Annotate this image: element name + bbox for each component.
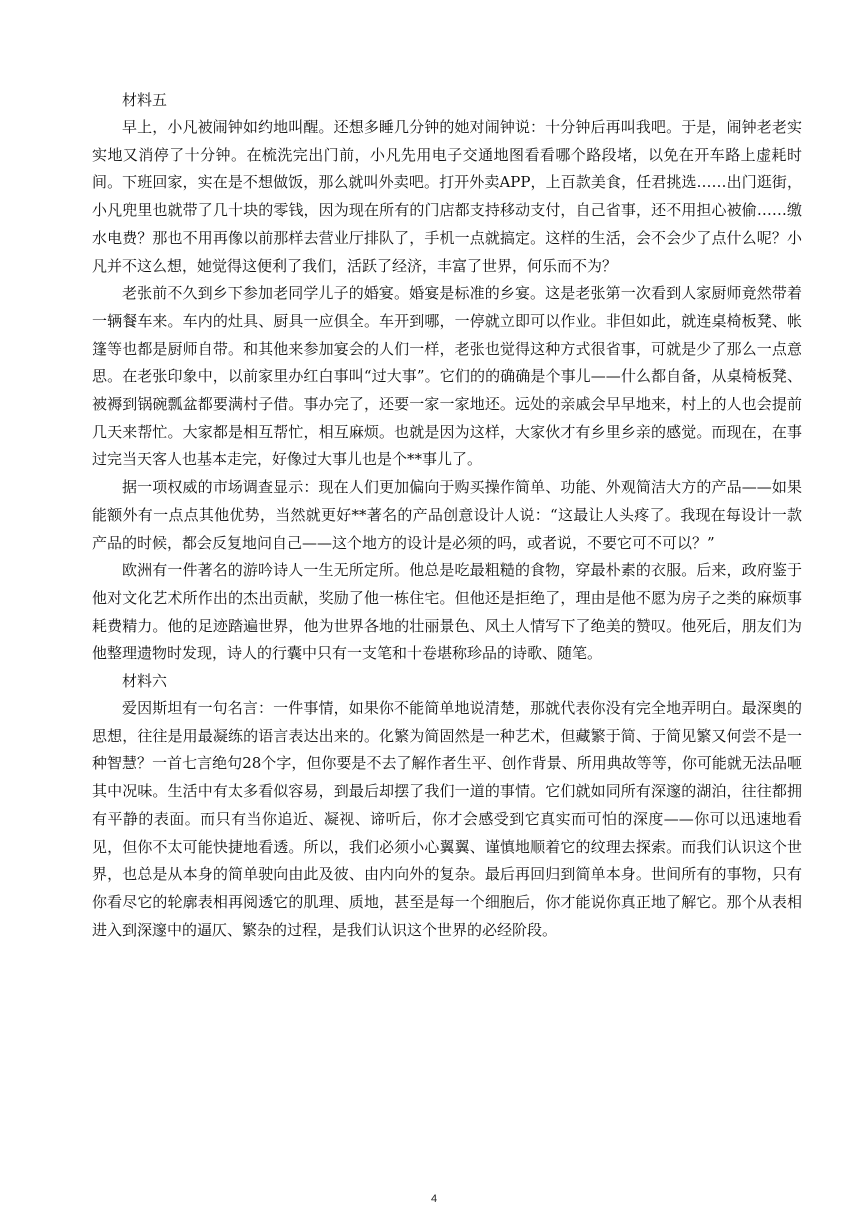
section-heading-6: 材料六	[122, 672, 168, 691]
page-number: 4	[430, 1193, 438, 1205]
paragraph: 爱因斯坦有一句名言：一件事情，如果你不能简单地说清楚，那就代表你没有完全地弄明白。最深奥的思想，往往是用最凝练的语言表达出来的。化繁为简固然是一种艺术，但藏繁于简、于简见繁又何尝不是一种智慧？一首七言绝句28个字，但你要是不去了解作者生平、创作背景、所用典故等等，你可能就无法品咂其中况味。生活中有太多看似容易，到最后却摆了我们一道的事情。它们就如同所有深邃的湖泊，往往都拥有平静的表面。而只有当你追近、凝视、谛听后，你才会感受到它真实而可怕的深度——你可以迅速地看见，但你不太可能快捷地看透。所以，我们必须小心翼翼、谨慎地顺着它的纹理去探索。而我们认识这个世界，也总是从本身的简单驶向由此及彼、由内向外的复杂。最后再回归到简单本身。世间所有的事物，只有你看尽它的轮廓表相再阅透它的肌理、质地，甚至是每一个细胞后，你才能说你真正地了解它。那个从表相进入到深邃中的逼仄、繁杂的过程，是我们认识这个世界的必经阶段。	[92, 699, 802, 939]
paragraph: 欧洲有一件著名的游吟诗人一生无所定所。他总是吃最粗糙的食物，穿最朴素的衣服。后来，政府鉴于他对文化艺术所作出的杰出贡献，奖励了他一栋住宅。但他还是拒绝了，理由是他不愿为房子之类的麻烦事耗费精力。他的足迹踏遍世界，他为世界各地的壮丽景色、风土人情写下了绝美的赞叹。他死后，朋友们为他整理遗物时发现，诗人的行囊中只有一支笔和十卷堪称珍品的诗歌、随笔。	[92, 561, 802, 663]
paragraph: 据一项权威的市场调查显示：现在人们更加偏向于购买操作简单、功能、外观简洁大方的产品——如果能额外有一点点其他优势，当然就更好**著名的产品创意设计人说：“这最让人头疼了。我现在每设计一款产品的时候，都会反复地问自己——这个地方的设计是必须的吗，或者说，不要它可不可以？”	[92, 478, 802, 552]
section-heading-5: 材料五	[122, 91, 168, 109]
paragraph: 早上，小凡被闹钟如约地叫醒。还想多睡几分钟的她对闹钟说：十分钟后再叫我吧。于是，闹钟老老实实地又消停了十分钟。在梳洗完出门前，小凡先用电子交通地图看看哪个路段堵，以免在开车路上虚耗时间。下班回家，实在是不想做饭，那么就叫外卖吧。打开外卖APP，上百款美食，任君挑选……出门逛街，小凡兜里也就带了几十块的零钱，因为现在所有的门店都支持移动支付，自己省事，还不用担心被偷……缴水电费？那也不用再像以前那样去营业厅排队了，手机一点就搞定。这样的生活，会不会少了点什么呢？小凡并不这么想，她觉得这便利了我们，活跃了经济，丰富了世界，何乐而不为？	[92, 118, 802, 275]
document-body	[92, 87, 802, 944]
paragraph: 老张前不久到乡下参加老同学儿子的婚宴。婚宴是标准的乡宴。这是老张第一次看到人家厨师竟然带着一辆餐车来。车内的灶具、厨具一应俱全。车开到哪，一停就立即可以作业。非但如此，就连桌椅板凳、帐篷等也都是厨师自带。和其他来参加宴会的人们一样，老张也觉得这种方式很省事，可就是少了那么一点意思。在老张印象中，以前家里办红白事叫“过大事”。它们的的确确是个事儿——什么都自备，从桌椅板凳、被褥到锅碗瓢盆都要满村子借。事办完了，还要一家一家地还。远处的亲戚会早早地来，村上的人也会提前几天来帮忙。大家都是相互帮忙，相互麻烦。也就是因为这样，大家伙才有乡里乡亲的感觉。而现在，在事过完当天客人也基本走完，好像过大事儿也是个**事儿了。	[92, 284, 802, 469]
